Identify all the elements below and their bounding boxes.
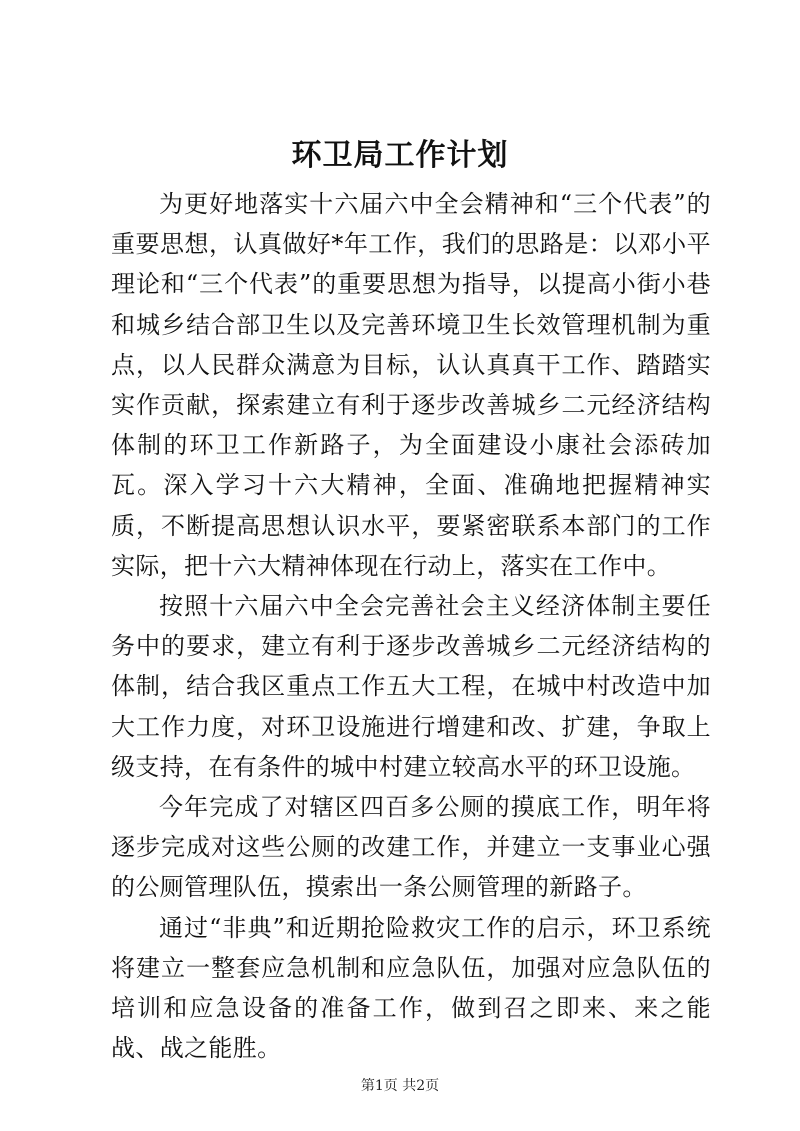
- paragraph-3: 今年完成了对辖区四百多公厕的摸底工作，明年将逐步完成对这些公厕的改建工作，并建立一支事业心强的公厕管理队伍，摸索出一条公厕管理的新路子。: [111, 793, 711, 902]
- document-title: 环卫局工作计划: [291, 138, 509, 173]
- paragraph-4: 通过“非典”和近期抢险救灾工作的启示，环卫系统将建立一整套应急机制和应急队伍，加强对应急队伍的培训和应急设备的准备工作，做到召之即来、来之能战、战之能胜。: [111, 913, 711, 1063]
- paragraph-1: 为更好地落实十六届六中全会精神和“三个代表”的重要思想，认真做好*年工作，我们的思路是：以邓小平理论和“三个代表”的重要思想为指导，以提高小街小巷和城乡结合部卫生以及完善环境卫生长效管理机制为重点，以人民群众满意为目标，认认真真干工作、踏踏实实作贡献，探索建立有利于逐步改善城乡二元经济结构体制的环卫工作新路子，为全面建设小康社会添砖加瓦。深入学习十六大精神，全面、准确地把握精神实质，不断提高思想认识水平，要紧密联系本部门的工作实际，把十六大精神体现在行动上，落实在工作中。: [111, 190, 711, 580]
- page-footer: 第1页 共2页: [360, 1078, 440, 1094]
- document-body: [111, 184, 711, 1068]
- paragraph-2: 按照十六届六中全会完善社会主义经济体制主要任务中的要求，建立有利于逐步改善城乡二元经济结构的体制，结合我区重点工作五大工程，在城中村改造中加大工作力度，对环卫设施进行增建和改、扩建，争取上级支持，在有条件的城中村建立较高水平的环卫设施。: [111, 592, 711, 781]
